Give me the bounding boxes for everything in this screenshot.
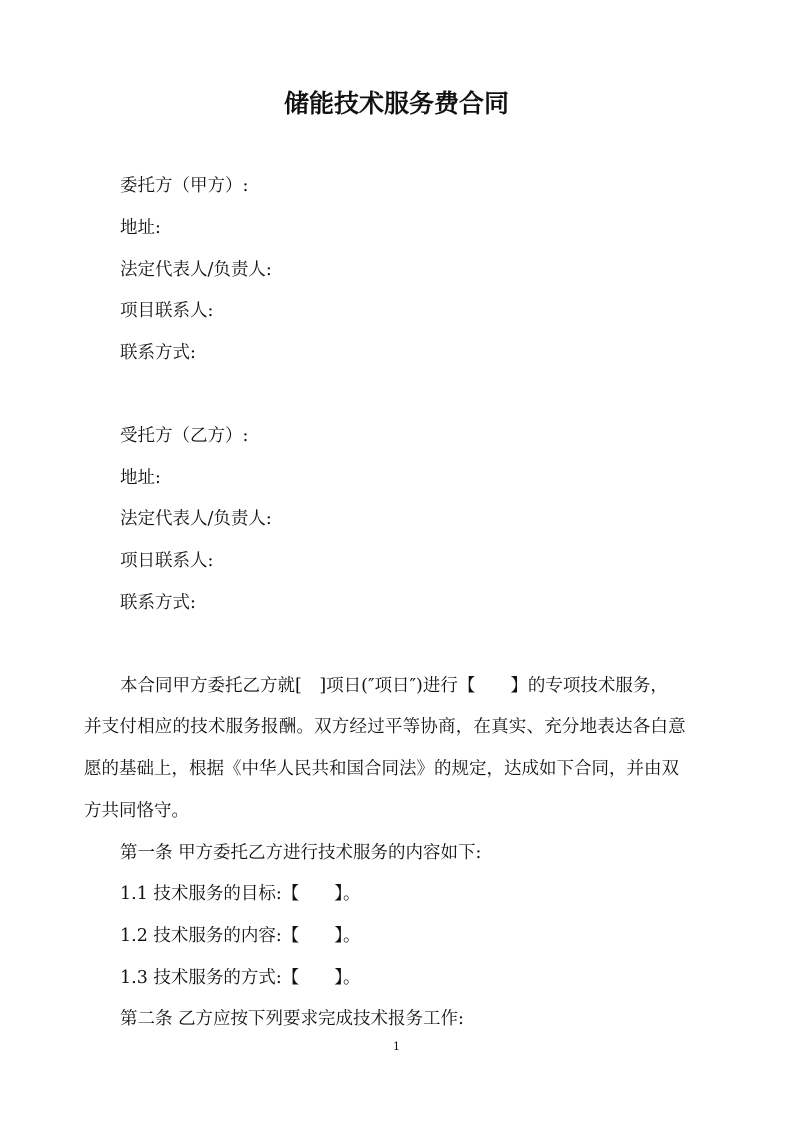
clause-1-3: 1.3 技术服务的方式:【 】。 (120, 968, 361, 988)
party-a-address: 地址: (120, 218, 161, 238)
clause-1-2: 1.2 技术服务的内容:【 】。 (120, 926, 361, 946)
document-title: 储能技术服务费合同 (283, 89, 509, 118)
preamble-line: 并支付相应的技术服务报酬。双方经过平等协商，在真实、充分地表达各白意 (84, 717, 686, 737)
preamble-line: 方共同恪守。 (84, 801, 189, 821)
party-b-name: 受托方（乙方）: (120, 426, 249, 446)
party-b-contact-info: 联系方式: (120, 593, 196, 613)
clause-2-heading: 第二条 乙方应按下列要求完成技术报务工作: (120, 1009, 464, 1029)
party-a-contact-info: 联系方式: (120, 343, 196, 363)
party-b-contact-person: 项日联系人: (120, 551, 214, 571)
party-a-representative: 法定代表人/负责人: (120, 260, 272, 280)
party-b-representative: 法定代表人/负责人: (120, 509, 272, 529)
clause-1-1: 1.1 技术服务的目标:【 】。 (120, 884, 361, 904)
party-a-name: 委托方（甲方）: (120, 176, 249, 196)
preamble-line: 愿的基础上，根据《中华人民共和国合同法》的规定，达成如下合同，并由双 (84, 759, 679, 779)
party-a-contact-person: 项目联系人: (120, 301, 214, 321)
preamble-line: 本合同甲方委托乙方就[ ]项日(″项日″)进行【 】的专项技术服务， (120, 676, 668, 696)
party-b-address: 地址: (120, 468, 161, 488)
clause-1-heading: 第一条 甲方委托乙方进行技术服务的内容如下: (120, 843, 482, 863)
page-number: 1 (393, 1040, 400, 1053)
